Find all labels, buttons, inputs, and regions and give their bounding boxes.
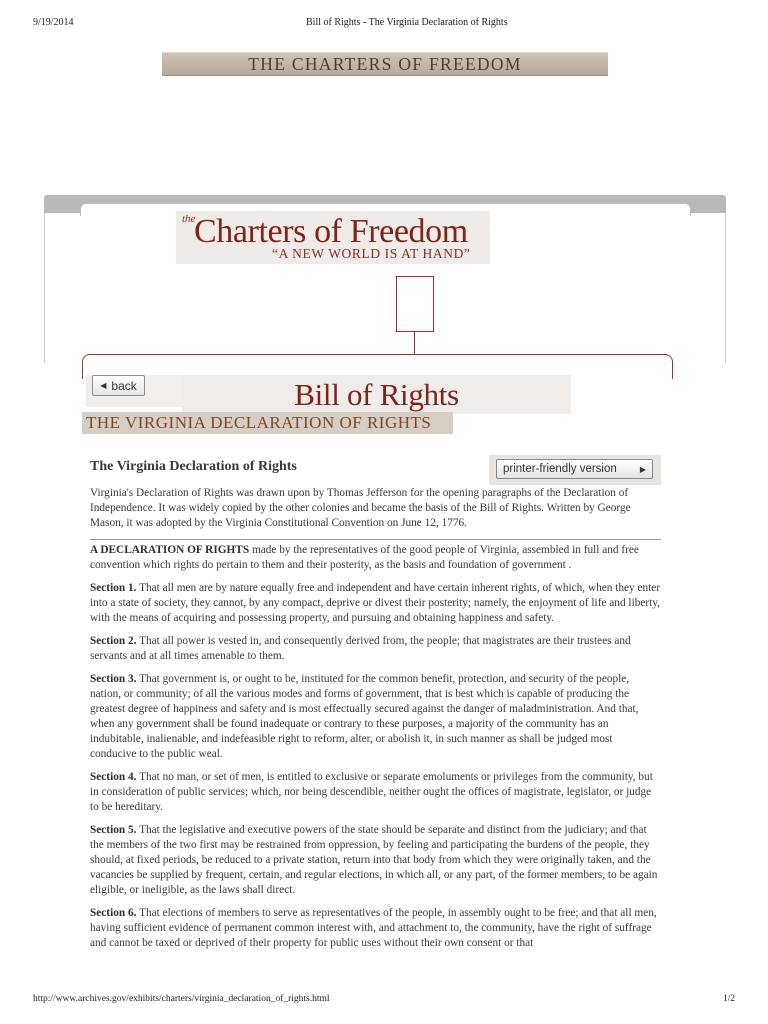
- printer-friendly-button[interactable]: [496, 459, 653, 479]
- page-subtitle: THE VIRGINIA DECLARATION OF RIGHTS: [82, 412, 453, 434]
- declaration-lead-label: A DECLARATION OF RIGHTS: [90, 544, 250, 556]
- right-triangle-icon: ▶: [639, 464, 646, 474]
- section-text: That the legislative and executive powers of the state should be separate and distinct from the judiciary; and that the members of the two first may be restrained from oppression, by feeling and participating the burdens of the people, they should, at fixed periods, be reduced to a private station, return into that body from which they were originally taken, and the vacancies be supplied by frequent, certain, and regular elections, in which all, or any part, of the former members, to be again eligible, or ineligible, as the laws shall direct.: [90, 824, 658, 896]
- section-5: [90, 823, 661, 898]
- logo-title: Charters of Freedom: [194, 213, 468, 250]
- divider: [90, 539, 661, 540]
- logo-tagline: “A NEW WORLD IS AT HAND”: [272, 246, 471, 261]
- section-label: Section 3.: [90, 673, 137, 685]
- section-text: That government is, or ought to be, instituted for the common benefit, protection, and security of the people, nation, or community; of all the various modes and forms of government, that is best which is capable of producing the greatest degree of happiness and safety and is most effectually secured against the danger of maladministration. And that, when any government shall be found inadequate or contrary to these purposes, a majority of the community has an indubitable, inalienable, and indefeasible right to reform, alter, or abolish it, in such manner as shall be judged most conducive to the public weal.: [90, 673, 639, 760]
- frame-right-border: [725, 213, 726, 363]
- charters-logo[interactable]: [176, 211, 490, 264]
- section-label: Section 6.: [90, 907, 137, 919]
- charters-banner[interactable]: THE CHARTERS OF FREEDOM: [162, 52, 608, 76]
- section-2: [90, 634, 661, 664]
- section-4: [90, 770, 661, 815]
- declaration-lead: [90, 543, 661, 573]
- section-3: [90, 672, 661, 762]
- connector-stem: [414, 331, 415, 355]
- section-text: That no man, or set of men, is entitled to exclusive or separate emoluments or privileges from the community, but in consideration of public services; which, nor being descendible, neither ought the offices of magistrate, legislator, or judge to be hereditary.: [90, 771, 653, 813]
- printer-friendly-label: printer-friendly version: [503, 463, 617, 475]
- back-button[interactable]: [92, 375, 145, 396]
- connector-box: [396, 276, 434, 332]
- intro-paragraph: Virginia's Declaration of Rights was drawn upon by Thomas Jefferson for the opening paragraphs of the Declaration of Independence. It was widely copied by the other colonies and became the basis of the Bill of Rights. Written by George Mason, it was adopted by the Virginia Constitutional Convention on June 12, 1776.: [90, 487, 631, 529]
- section-title: The Virginia Declaration of Rights: [90, 459, 297, 474]
- left-triangle-icon: ◀: [100, 381, 107, 390]
- section-text: That elections of members to serve as representatives of the people, in assembly ought to be free; and that all men, having sufficient evidence of permanent common interest with, and attachment to, the community, have the right of suffrage and cannot be taxed or deprived of their property for public uses without their own consent or that: [90, 907, 657, 949]
- declaration-body: [90, 543, 661, 976]
- section-6: [90, 906, 661, 951]
- section-label: Section 5.: [90, 824, 137, 836]
- logo-prefix: the: [182, 213, 196, 225]
- section-label: Section 4.: [90, 771, 137, 783]
- section-label: Section 1.: [90, 582, 137, 594]
- print-url: http://www.archives.gov/exhibits/charters/virginia_declaration_of_rights.html: [33, 994, 330, 1004]
- print-title: Bill of Rights - The Virginia Declaration of Rights: [306, 17, 508, 28]
- frame-left-border: [44, 213, 45, 363]
- section-text: That all power is vested in, and consequently derived from, the people; that magistrates are their trustees and servants and at all times amenable to them.: [90, 635, 631, 662]
- page-title: Bill of Rights: [182, 375, 571, 414]
- section-1: [90, 581, 661, 626]
- declaration-lead-text: made by the representatives of the good people of Virginia, assembled in full and free convention which rights do pertain to them and their posterity, as the basis and foundation of government .: [90, 544, 639, 571]
- print-date: 9/19/2014: [33, 17, 74, 28]
- print-page-number: 1/2: [723, 994, 736, 1004]
- section-label: Section 2.: [90, 635, 137, 647]
- back-button-label: back: [111, 378, 137, 393]
- section-text: That all men are by nature equally free and independent and have certain inherent rights, of which, when they enter into a state of society, they cannot, by any compact, deprive or divest their posterity; namely, the enjoyment of life and liberty, with the means of acquiring and possessing property, and pursuing and obtaining happiness and safety.: [90, 582, 661, 624]
